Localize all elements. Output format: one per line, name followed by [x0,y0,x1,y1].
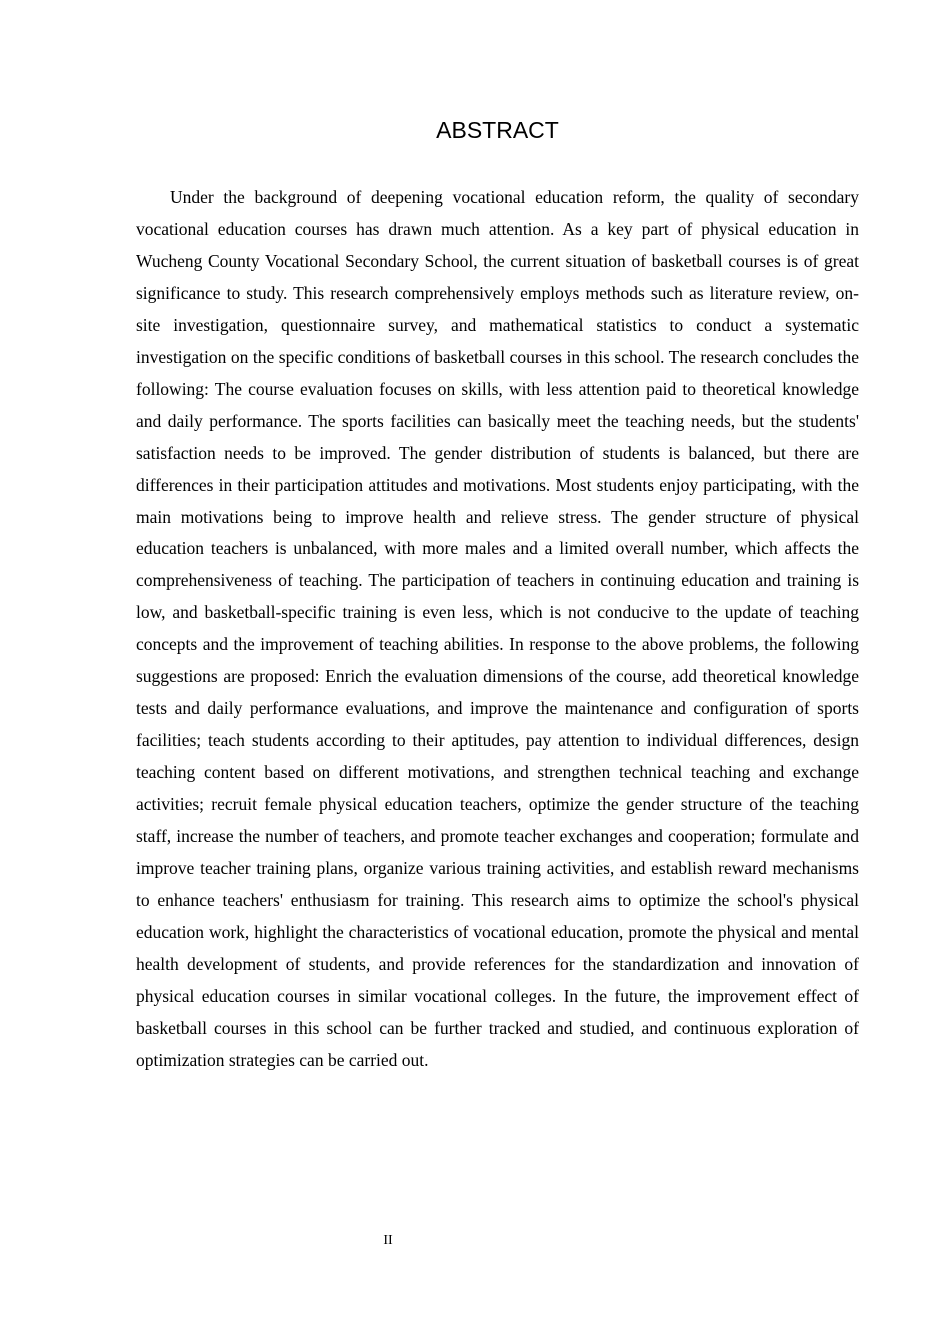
abstract-body: Under the background of deepening vocational education reform, the quality of secondary vocational education courses has drawn much attention. As a key part of physical education in Wucheng County Vocational Secondary School, the current situation of basketball courses is of great significance to study. This research comprehensively employs methods such as literature review, on-site investigation, questionnaire survey, and mathematical statistics to conduct a systematic investigation on the specific conditions of basketball courses in this school. The research concludes the following: The course evaluation focuses on skills, with less attention paid to theoretical knowledge and daily performance. The sports facilities can basically meet the teaching needs, but the students' satisfaction needs to be improved. The gender distribution of students is balanced, but there are differences in their participation attitudes and motivations. Most students enjoy participating, with the main motivations being to improve health and relieve stress. The gender structure of physical education teachers is unbalanced, with more males and a limited overall number, which affects the comprehensiveness of teaching. The participation of teachers in continuing education and training is low, and basketball-specific training is even less, which is not conducive to the update of teaching concepts and the improvement of teaching abilities. In response to the above problems, the following suggestions are proposed: Enrich the evaluation dimensions of the course, add theoretical knowledge tests and daily performance evaluations, and improve the maintenance and configuration of sports facilities; teach students according to their aptitudes, pay attention to individual differences, design teaching content based on different motivations, and strengthen technical teaching and exchange activities; recruit female physical education teachers, optimize the gender structure of the teaching staff, increase the number of teachers, and promote teacher exchanges and cooperation; formulate and improve teacher training plans, organize various training activities, and establish reward mechanisms to enhance teachers' enthusiasm for training. This research aims to optimize the school's physical education work, highlight the characteristics of vocational education, promote the physical and mental health development of students, and provide references for the standardization and innovation of physical education courses in similar vocational colleges. In the future, the improvement effect of basketball courses in this school can be further tracked and studied, and continuous exploration of optimization strategies can be carried out. [136,187,859,1070]
page-number: II [383,1233,393,1248]
abstract-title: ABSTRACT [436,117,559,143]
